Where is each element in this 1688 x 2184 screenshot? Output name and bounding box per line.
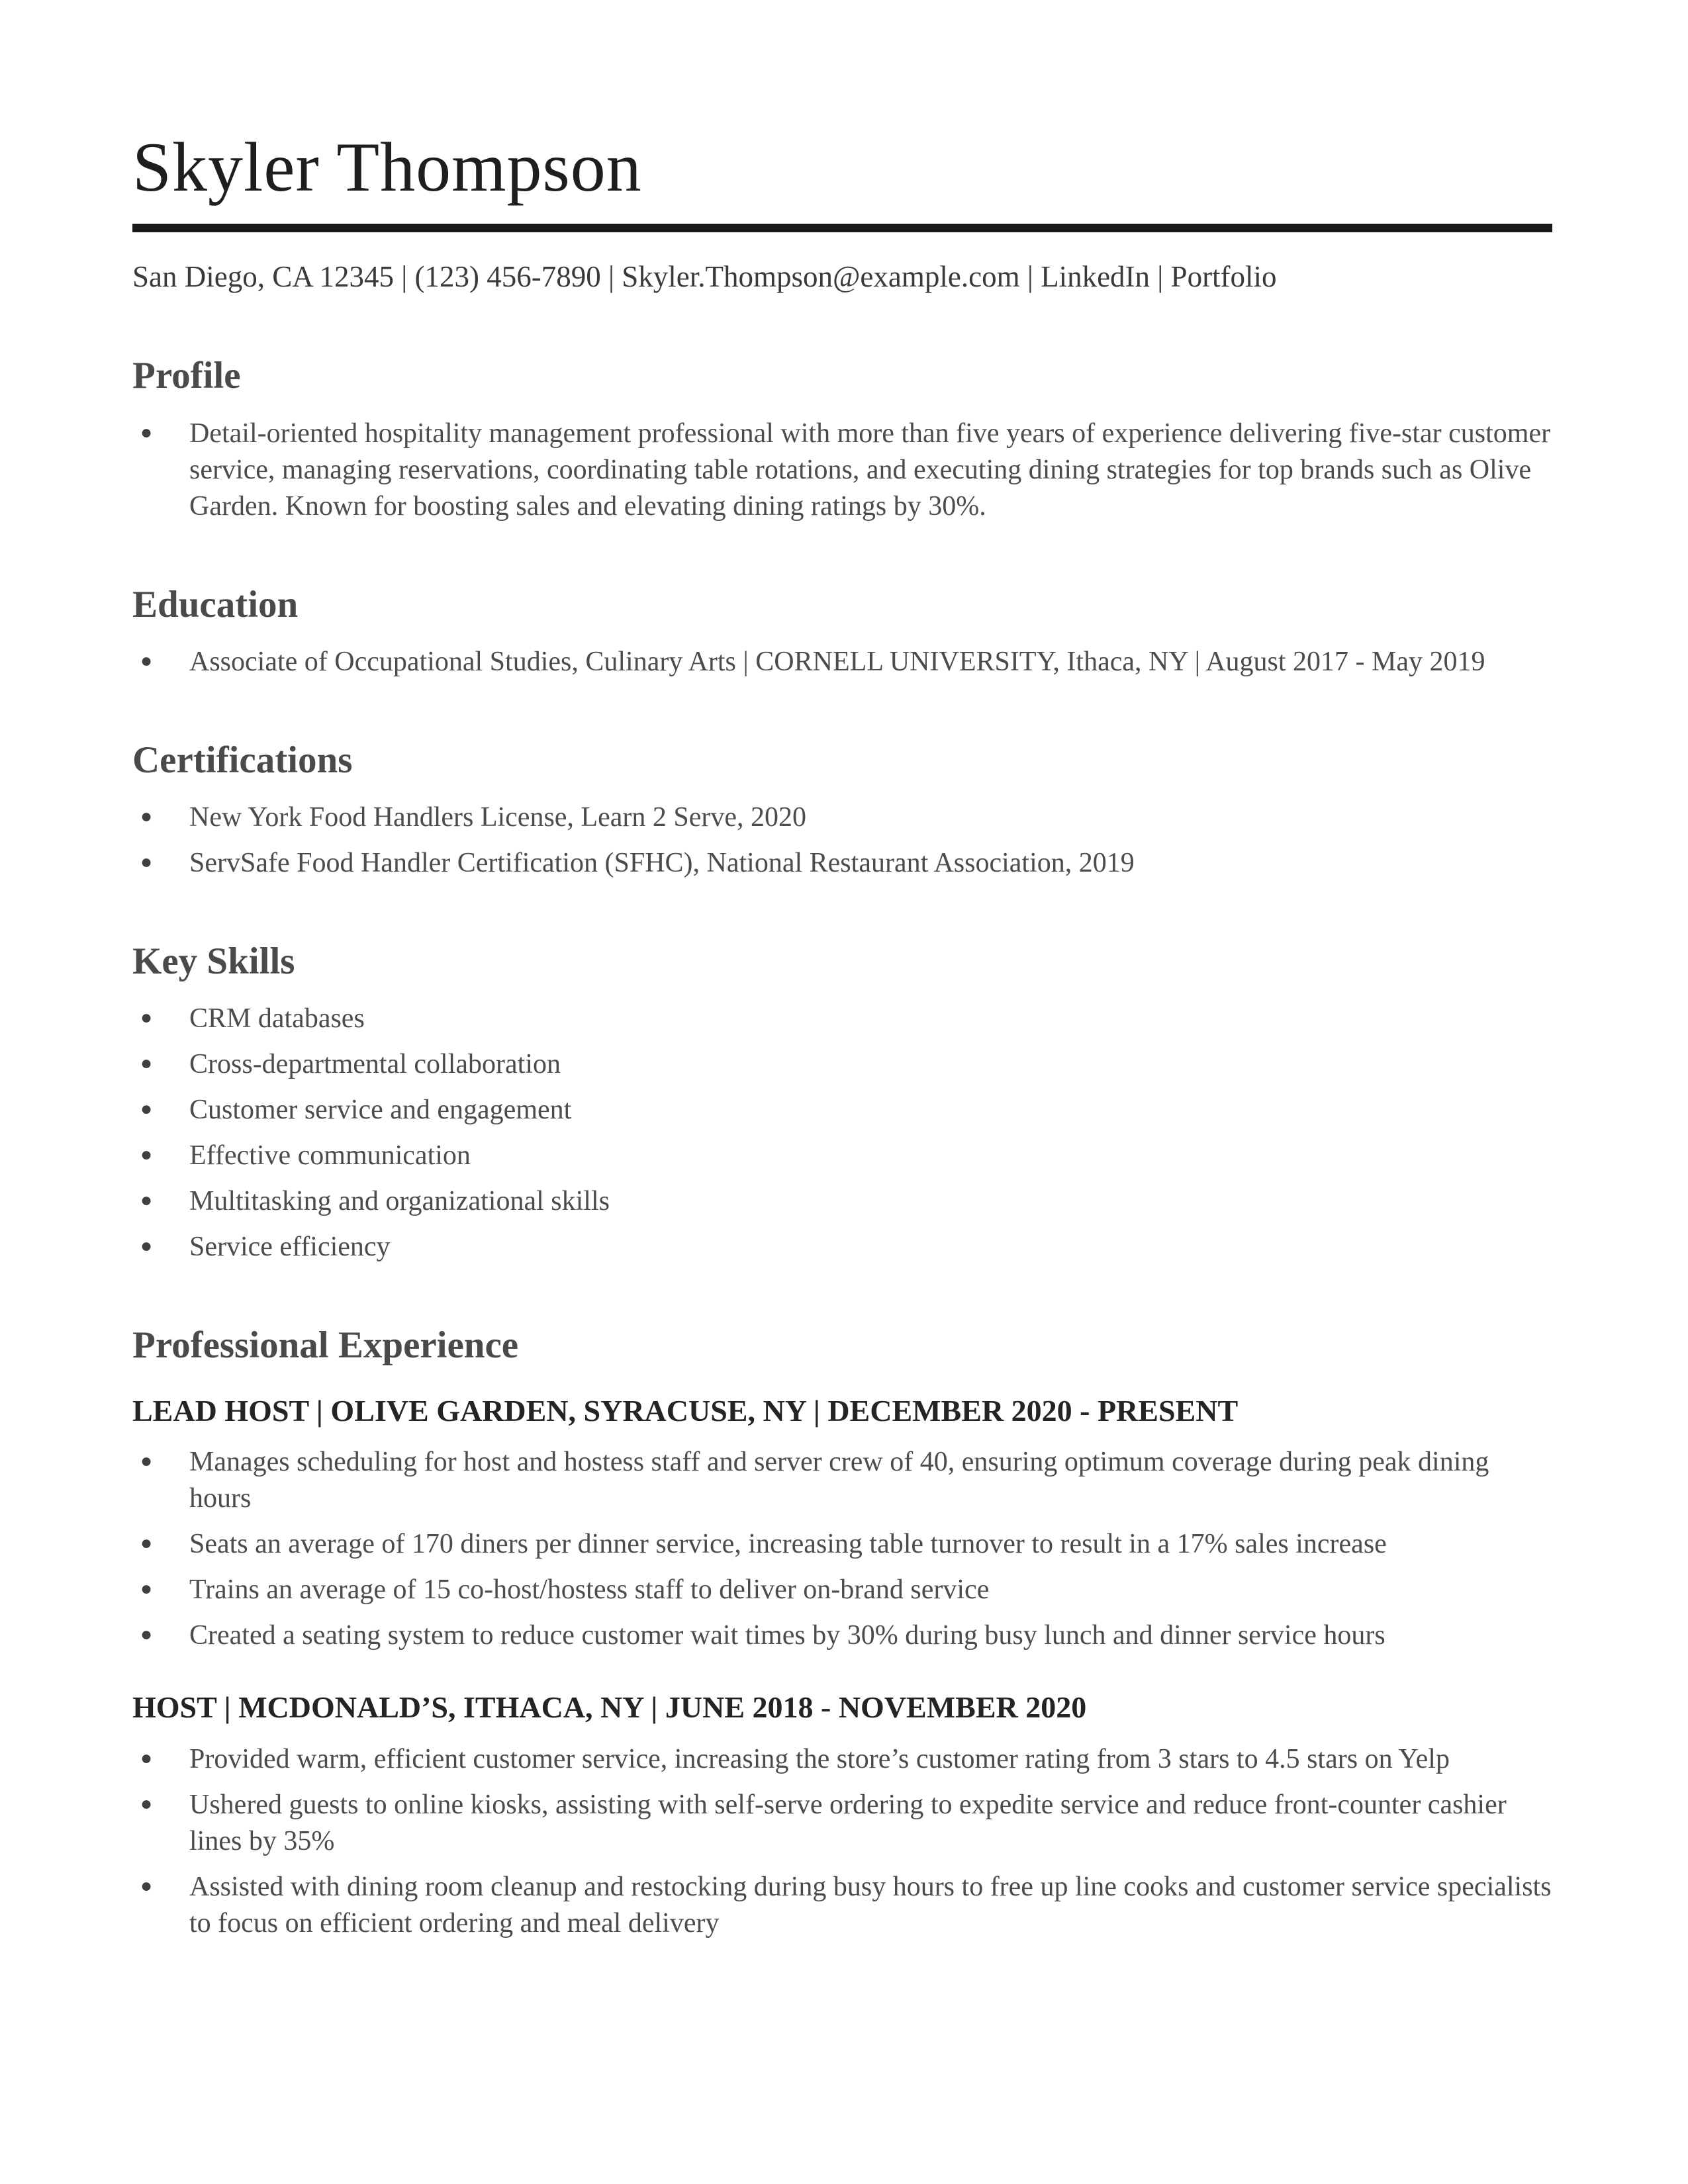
bullet-item: ● Created a seating system to reduce customer wait times by 30% during busy lunch and dinner service hours xyxy=(132,1617,1552,1654)
bullet-item: ● Assisted with dining room cleanup and restocking during busy hours to free up line cooks and customer service specialists to focus on efficient ordering and meal delivery xyxy=(132,1869,1552,1942)
bullet-list xyxy=(132,1444,1552,1654)
job-title: HOST | MCDONALD’S, ITHACA, NY | JUNE 2018 - NOVEMBER 2020 xyxy=(132,1690,1087,1725)
section-profile xyxy=(132,352,1552,524)
bullet-item: ● Ushered guests to online kiosks, assisting with self-serve ordering to expedite service and reduce front-counter cashier lines by 35% xyxy=(132,1787,1552,1860)
job-entry-lead-host xyxy=(132,1392,1552,1655)
section-heading-profile: Profile xyxy=(132,355,241,397)
job-entry-host xyxy=(132,1688,1552,1942)
bullet-item: ● ServSafe Food Handler Certification (SFHC), National Restaurant Association, 2019 xyxy=(132,845,1552,882)
bullet-item: ● Seats an average of 170 diners per dinner service, increasing table turnover to result in a 17% sales increase xyxy=(132,1526,1552,1563)
resume-header xyxy=(132,127,1552,296)
bullet-list xyxy=(132,1741,1552,1942)
bullet-item: ● Trains an average of 15 co-host/hostess staff to deliver on-brand service xyxy=(132,1572,1552,1608)
bullet-item: ● Multitasking and organizational skills xyxy=(132,1183,1552,1220)
section-experience xyxy=(132,1322,1552,1941)
section-education xyxy=(132,581,1552,680)
header-divider xyxy=(132,224,1552,232)
bullet-item: ● Detail-oriented hospitality management professional with more than five years of experience delivering five-star customer service, managing reservations, coordinating table rotations, and executing dining strategies for top brands such as Olive Garden. Known for boosting sales and elevating dining ratings by 30%. xyxy=(132,416,1552,525)
job-title: LEAD HOST | OLIVE GARDEN, SYRACUSE, NY | DECEMBER 2020 - PRESENT xyxy=(132,1393,1239,1428)
section-key-skills xyxy=(132,938,1552,1265)
section-heading-education: Education xyxy=(132,583,299,625)
bullet-item: ● New York Food Handlers License, Learn 2 Serve, 2020 xyxy=(132,799,1552,836)
bullet-list xyxy=(132,644,1552,680)
bullet-item: ● Customer service and engagement xyxy=(132,1092,1552,1128)
bullet-item: ● Cross-departmental collaboration xyxy=(132,1046,1552,1083)
bullet-item: ● Effective communication xyxy=(132,1138,1552,1174)
section-heading-experience: Professional Experience xyxy=(132,1324,519,1367)
bullet-list xyxy=(132,799,1552,882)
contact-line: San Diego, CA 12345 | (123) 456-7890 | Skyler.Thompson@example.com | LinkedIn | Portfolio xyxy=(132,259,1277,293)
bullet-list xyxy=(132,1001,1552,1265)
section-certifications xyxy=(132,737,1552,882)
section-heading-key-skills: Key Skills xyxy=(132,940,295,983)
bullet-item: ● CRM databases xyxy=(132,1001,1552,1037)
bullet-item: ● Service efficiency xyxy=(132,1229,1552,1265)
page-title: Skyler Thompson xyxy=(132,128,642,206)
bullet-item: ● Provided warm, efficient customer service, increasing the store’s customer rating from 3 stars to 4.5 stars on Yelp xyxy=(132,1741,1552,1778)
section-heading-certifications: Certifications xyxy=(132,739,353,781)
bullet-list xyxy=(132,416,1552,525)
bullet-item: ● Associate of Occupational Studies, Culinary Arts | CORNELL UNIVERSITY, Ithaca, NY | August 2017 - May 2019 xyxy=(132,644,1552,680)
bullet-item: ● Manages scheduling for host and hostess staff and server crew of 40, ensuring optimum coverage during peak dining hours xyxy=(132,1444,1552,1517)
